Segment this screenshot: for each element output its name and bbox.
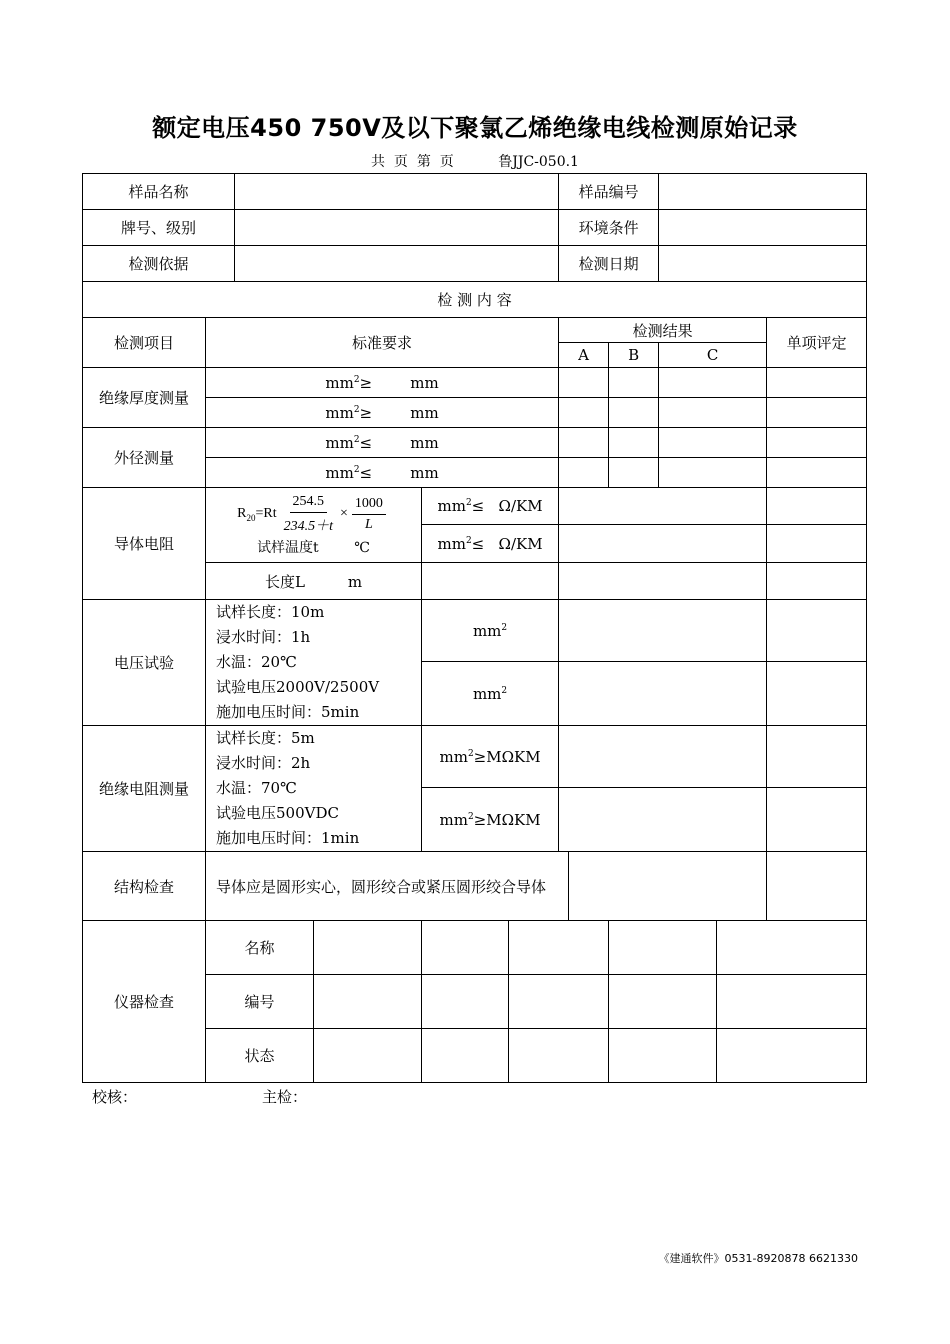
sample-no-label: 样品编号: [559, 174, 659, 210]
formula-lhs: $R_{20}=Rt$: [237, 505, 277, 523]
verdict-cell[interactable]: [767, 368, 867, 398]
insulation-resistance-label: 绝缘电阻测量: [83, 726, 206, 852]
instrument-cell[interactable]: [609, 975, 717, 1029]
basis-field[interactable]: [235, 246, 559, 282]
page-counter: 共 页 第 页 鲁JJC-050.1: [371, 154, 579, 170]
instrument-number-label: 编号: [206, 975, 314, 1029]
instrument-status-label: 状态: [206, 1029, 314, 1083]
record-table: [82, 173, 867, 1083]
condition-line: 试验电压500VDC: [216, 804, 339, 822]
brand-grade-field[interactable]: [235, 210, 559, 246]
result-cell[interactable]: [609, 398, 659, 428]
verdict-cell[interactable]: [767, 726, 867, 788]
insulation-thickness-label: 绝缘厚度测量: [83, 368, 206, 428]
basis-label: 检测依据: [83, 246, 235, 282]
verdict-cell[interactable]: [767, 563, 867, 600]
signature-row: [92, 1086, 492, 1107]
section-title: 检 测 内 容: [83, 282, 867, 318]
result-cell[interactable]: [659, 458, 767, 488]
conductor-resistance-label: 导体电阻: [83, 488, 206, 600]
instrument-cell[interactable]: [509, 1029, 609, 1083]
resistance-result-1[interactable]: [559, 488, 767, 525]
header-item: 检测项目: [83, 318, 206, 368]
condition-line: 水温：70℃: [216, 779, 297, 797]
instrument-cell[interactable]: [314, 1029, 422, 1083]
instrument-cell[interactable]: [422, 1029, 509, 1083]
insulation-resistance-conditions: [206, 726, 422, 852]
verdict-cell[interactable]: [767, 488, 867, 525]
verdict-cell[interactable]: [767, 600, 867, 662]
insulation-thickness-req-1: $mm^2\ge$ mm: [206, 368, 559, 398]
voltage-req-2: $mm^2$: [422, 662, 559, 726]
verdict-cell[interactable]: [767, 458, 867, 488]
instrument-cell[interactable]: [314, 975, 422, 1029]
fraction-2: $\frac{1000}{L}$: [352, 496, 386, 533]
instrument-cell[interactable]: [717, 1029, 867, 1083]
verdict-cell[interactable]: [767, 788, 867, 852]
condition-line: 试样长度：5m: [216, 729, 315, 747]
verdict-cell[interactable]: [767, 852, 867, 921]
sample-temperature: 试样温度t ℃: [257, 539, 370, 556]
length-value[interactable]: [422, 563, 559, 600]
structure-requirement: 导体应是圆形实心，圆形绞合或紧压圆形绞合导体: [206, 852, 569, 921]
result-cell[interactable]: [659, 398, 767, 428]
result-cell[interactable]: [559, 428, 609, 458]
header-c: C: [659, 343, 767, 368]
reviewer-label: 校核：: [92, 1088, 138, 1106]
inspector-label: 主检：: [262, 1088, 308, 1106]
insulation-thickness-req-2: $mm^2\ge$ mm: [206, 398, 559, 428]
fraction-1: $\frac{254.5}{234.5+t}$: [283, 493, 333, 534]
result-cell[interactable]: [559, 458, 609, 488]
instrument-cell[interactable]: [509, 975, 609, 1029]
condition-line: 试验电压2000V/2500V: [216, 678, 380, 696]
outer-diameter-label: 外径测量: [83, 428, 206, 488]
structure-label: 结构检查: [83, 852, 206, 921]
resistance-req-1: $mm^2\le \Omega/KM$: [422, 488, 559, 525]
env-field[interactable]: [659, 210, 867, 246]
resistance-req-2: $mm^2\le \Omega/KM$: [422, 525, 559, 563]
software-credit: 《建通软件》0531-8920878 6621330: [658, 1252, 858, 1265]
sample-no-field[interactable]: [659, 174, 867, 210]
voltage-req-1: $mm^2$: [422, 600, 559, 662]
condition-line: 浸水时间：1h: [216, 628, 311, 646]
condition-line: 浸水时间：2h: [216, 754, 311, 772]
result-cell[interactable]: [659, 428, 767, 458]
page-title: 额定电压450 750V及以下聚氯乙烯绝缘电线检测原始记录: [152, 114, 798, 142]
env-label: 环境条件: [559, 210, 659, 246]
instrument-name-label: 名称: [206, 921, 314, 975]
sample-name-label: 样品名称: [83, 174, 235, 210]
instrument-cell[interactable]: [717, 975, 867, 1029]
condition-line: 施加电压时间：5min: [216, 703, 360, 721]
instrument-cell[interactable]: [509, 921, 609, 975]
header-result: 检测结果: [559, 318, 767, 343]
resistance-result-2[interactable]: [559, 525, 767, 563]
verdict-cell[interactable]: [767, 398, 867, 428]
voltage-result-2[interactable]: [559, 662, 767, 726]
insulation-resistance-result-1[interactable]: [559, 726, 767, 788]
date-field[interactable]: [659, 246, 867, 282]
outer-diameter-req-1: $mm^2\le$ mm: [206, 428, 559, 458]
instrument-cell[interactable]: [717, 921, 867, 975]
brand-grade-label: 牌号、级别: [83, 210, 235, 246]
insulation-resistance-req-2: $mm^2\ge M\Omega KM$: [422, 788, 559, 852]
result-cell[interactable]: [609, 458, 659, 488]
outer-diameter-req-2: $mm^2\le$ mm: [206, 458, 559, 488]
condition-line: 施加电压时间：1min: [216, 829, 360, 847]
result-cell[interactable]: [559, 398, 609, 428]
voltage-test-conditions: [206, 600, 422, 726]
insulation-resistance-req-1: $mm^2\ge M\Omega KM$: [422, 726, 559, 788]
header-a: A: [559, 343, 609, 368]
condition-line: 试样长度：10m: [216, 603, 325, 621]
result-cell[interactable]: [659, 368, 767, 398]
instrument-cell[interactable]: [422, 921, 509, 975]
instrument-cell[interactable]: [609, 921, 717, 975]
voltage-test-label: 电压试验: [83, 600, 206, 726]
result-cell[interactable]: [559, 368, 609, 398]
instrument-cell[interactable]: [314, 921, 422, 975]
verdict-cell[interactable]: [767, 428, 867, 458]
times-sign: ×: [339, 506, 348, 521]
instrument-label: 仪器检查: [83, 921, 206, 1083]
header-verdict: 单项评定: [767, 318, 867, 368]
resistance-formula: [206, 488, 422, 563]
date-label: 检测日期: [559, 246, 659, 282]
structure-result[interactable]: [569, 852, 767, 921]
result-cell[interactable]: [609, 368, 659, 398]
header-b: B: [609, 343, 659, 368]
voltage-result-1[interactable]: [559, 600, 767, 662]
verdict-cell[interactable]: [767, 525, 867, 563]
sample-length: 长度L m: [206, 563, 422, 600]
instrument-cell[interactable]: [609, 1029, 717, 1083]
length-result[interactable]: [559, 563, 767, 600]
verdict-cell[interactable]: [767, 662, 867, 726]
condition-line: 水温：20℃: [216, 653, 297, 671]
insulation-resistance-result-2[interactable]: [559, 788, 767, 852]
sample-name-field[interactable]: [235, 174, 559, 210]
header-standard: 标准要求: [206, 318, 559, 368]
instrument-cell[interactable]: [422, 975, 509, 1029]
result-cell[interactable]: [609, 428, 659, 458]
